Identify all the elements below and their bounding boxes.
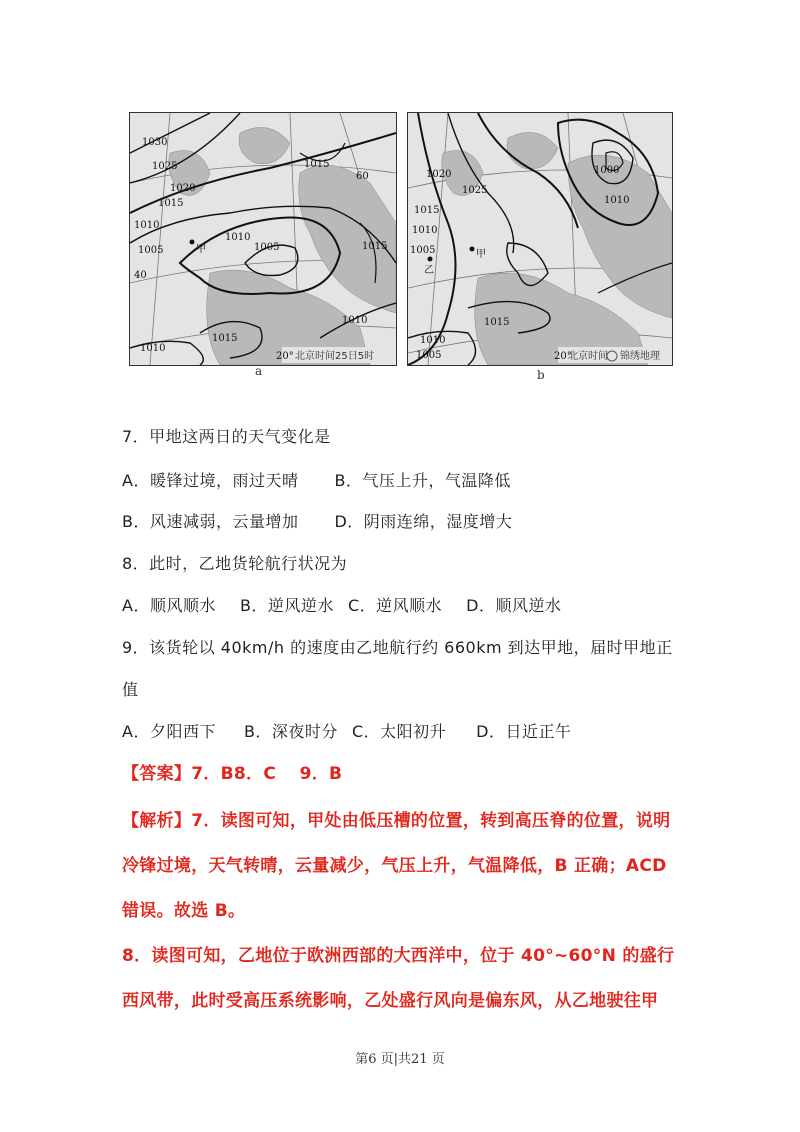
question-8-options [122,595,561,617]
analysis-line-1: 【解析】7．读图可知，甲处由低压槽的位置，转到高压脊的位置，说明 [122,811,671,831]
isobar-label: 1015 [414,205,440,216]
lat-label-bottom: 20° [554,351,572,362]
option-b: B．逆风逆水 [239,596,334,615]
question-9-stem-line2: 值 [122,680,139,699]
option-d: D．日近正午 [476,722,572,741]
watermark: 锦绣地理 [620,351,660,362]
isobar-label: 1005 [416,350,442,361]
isobar-label: 1010 [225,232,251,243]
option-c: C．太阳初升 [351,722,447,741]
analysis-line-2: 冷锋过境，天气转晴，云量减少，气压上升，气温降低，B 正确；ACD [122,856,667,876]
point-jia-label: 甲 [476,249,486,260]
isobar-label: 1010 [140,343,166,354]
isobar-label: 1025 [152,161,178,172]
option-c: C．逆风顺水 [347,596,443,615]
point-jia-marker [470,247,475,252]
isobar-label: 1025 [462,185,488,196]
option-b: B．气压上升，气温降低 [334,471,511,490]
isobar-label: 1020 [170,183,196,194]
isobar-label: 1005 [254,242,280,253]
question-9-options [122,721,571,743]
point-yi-marker [428,257,433,262]
option-a: A．顺风顺水 [122,596,216,615]
option-b: B．深夜时分 [243,722,338,741]
isobar-label: 1020 [426,169,452,180]
analysis-line-5: 西风带，此时受高压系统影响，乙处盛行风向是偏东风，从乙地驶往甲 [122,991,659,1011]
map-time-stamp: 北京时间 [568,351,608,362]
point-jia-label: 甲 [196,244,206,255]
option-d: D．阴雨连绵，湿度增大 [334,512,513,531]
point-jia-marker [190,240,195,245]
isobar-map-a [129,112,397,366]
analysis-line-3: 错误。故选 B。 [122,901,246,921]
map-b-caption: b [537,368,545,382]
lat-label: 40 [134,270,147,281]
isobar-label: 1030 [142,137,168,148]
isobar-label: 1015 [212,333,238,344]
answer-line: 【答案】7．B8．C 9．B [122,764,343,784]
isobar-label: 1010 [604,195,630,206]
isobar-label: 1015 [304,159,330,170]
option-d: D．顺风逆水 [466,596,562,615]
isobar-label: 1010 [342,315,368,326]
question-7-options-row1 [122,470,511,492]
isobar-label: 1015 [484,317,510,328]
question-8-stem: 8．此时，乙地货轮航行状况为 [122,554,348,573]
lat-label-bottom: 20° [276,351,294,362]
isobar-label: 1010 [134,220,160,231]
isobar-map-b [407,112,673,366]
isobar-label: 1005 [410,245,436,256]
option-a: A．夕阳西下 [122,722,216,741]
question-7-stem: 7．甲地这两日的天气变化是 [122,427,331,446]
point-yi-label: 乙 [424,265,434,276]
isobar-label: 1005 [138,245,164,256]
isobar-label: 1010 [412,225,438,236]
option-c: B．风速减弱，云量增加 [122,512,299,531]
isobar-label: 1000 [594,165,620,176]
isobar-label: 1015 [362,241,388,252]
analysis-line-4: 8．读图可知，乙地位于欧洲西部的大西洋中，位于 40°~60°N 的盛行 [122,946,675,966]
weather-maps [0,112,800,387]
question-9-stem-line1: 9．该货轮以 40km/h 的速度由乙地航行约 660km 到达甲地，届时甲地正 [122,638,673,657]
page-footer: 第6 页|共21 页 [355,1052,445,1067]
map-a-caption: a [255,364,263,378]
isobar-label: 1015 [158,198,184,209]
question-7-options-row2 [122,511,512,533]
map-time-stamp: 北京时间25日5时 [295,351,375,362]
option-a: A．暖锋过境，雨过天晴 [122,471,299,490]
isobar-label: 1010 [420,335,446,346]
lat-label: 60 [356,171,369,182]
